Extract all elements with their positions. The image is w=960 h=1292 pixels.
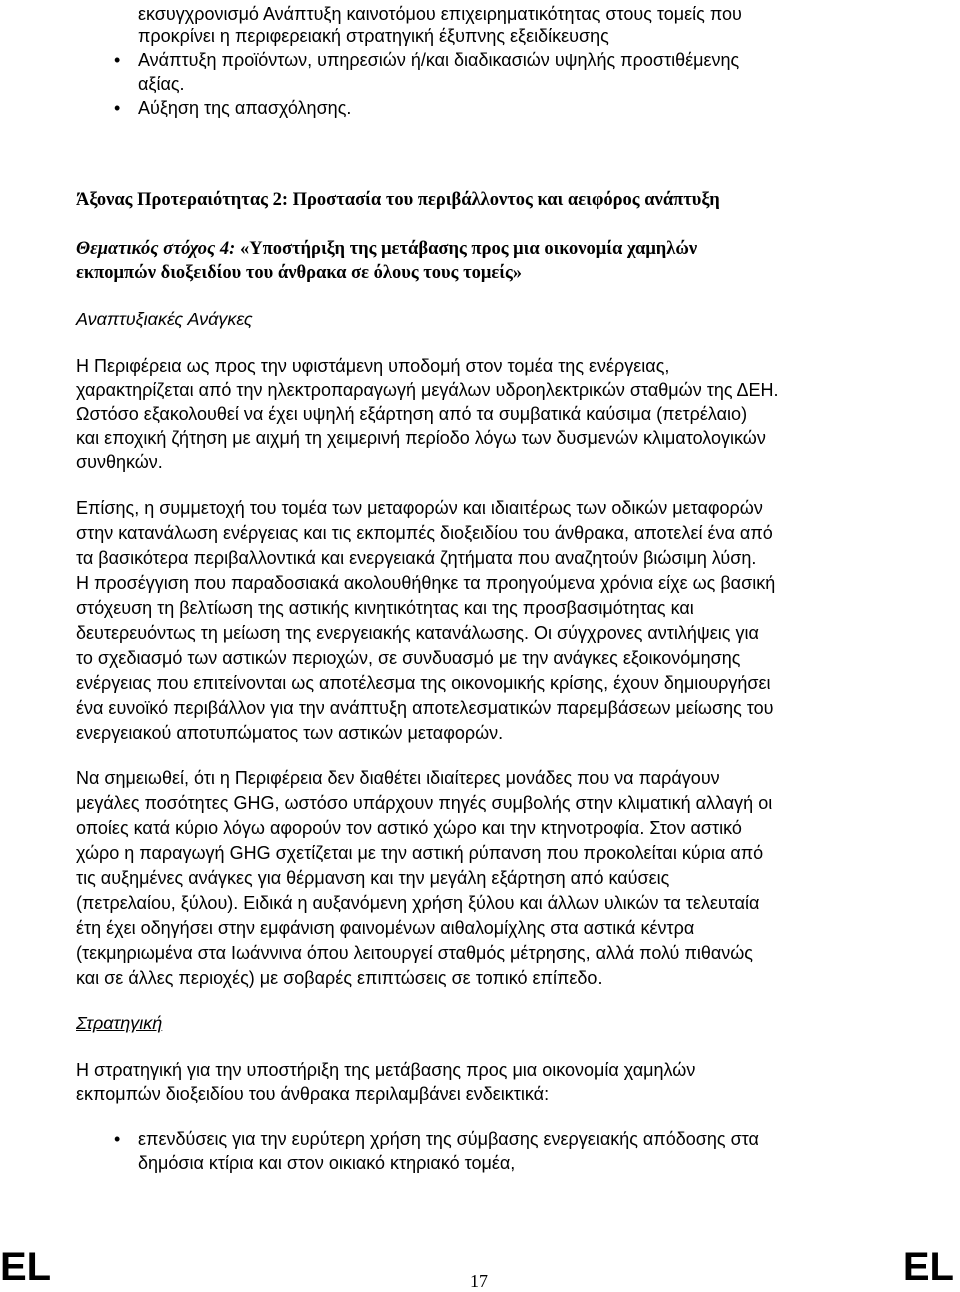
strategy-heading: Στρατηγική (76, 1013, 163, 1033)
paragraph-line: ενέργειας που επιτείνονται ως αποτέλεσμα της οικονομικής κρίσης, έχουν δημιουργήσει (76, 673, 771, 693)
paragraph-line: τις αυξημένες ανάγκες για θέρμανση και την μεγάλη εξάρτηση από καύσεις (76, 868, 670, 888)
continuation-line-1: εκσυγχρονισμό Ανάπτυξη καινοτόμου επιχειρηματικότητας στους τομείς που (138, 4, 742, 24)
paragraph-line: (τεκμηριωμένα στα Ιωάννινα όπου λειτουργεί σταθμός μέτρησης, αλλά πολύ πιθανώς (76, 943, 753, 963)
page-number: 17 (470, 1271, 488, 1291)
paragraph-line: στην κατανάλωση ενέργειας και τις εκπομπές διοξειδίου του άνθρακα, αποτελεί ένα από (76, 523, 773, 543)
paragraph-line: και σε άλλες περιοχές) με σοβαρές επιπτώσεις σε τοπικό επίπεδο. (76, 968, 603, 988)
objective-line-1 (76, 237, 697, 261)
bullet-line: δημόσια κτίρια και στον οικιακό κτηριακό τομέα, (138, 1153, 516, 1173)
paragraph-line: τα βασικότερα περιβαλλοντικά και ενεργειακά ζητήματα που αναζητούν βιώσιμη λύση. (76, 548, 757, 568)
paragraph-line: χαρακτηρίζεται από την ηλεκτροπαραγωγή μεγάλων υδροηλεκτρικών σταθμών της ΔΕΗ. (76, 380, 779, 400)
objective-title: «Υποστήριξη της μετάβασης προς μια οικονομία χαμηλών (239, 239, 698, 259)
paragraph-line: Η Περιφέρεια ως προς την υφιστάμενη υποδομή στον τομέα της ενέργειας, (76, 356, 670, 376)
continuation-line-2: προκρίνει η περιφερειακή στρατηγική έξυπνης εξειδίκευσης (138, 26, 609, 46)
paragraph-line: Να σημειωθεί, ότι η Περιφέρεια δεν διαθέτει ιδιαίτερες μονάδες που να παράγουν (76, 768, 720, 788)
strategy-intro-line: εκπομπών διοξειδίου του άνθρακα περιλαμβάνει ενδεικτικά: (76, 1084, 550, 1104)
paragraph-line: χώρο η παραγωγή GHG σχετίζεται με την αστική ρύπανση που προκολείται κύρια από (76, 843, 764, 863)
paragraph-line: το σχεδιασμό των αστικών περιοχών, σε συνδυασμό με την ανάγκες εξοικονόμησης (76, 648, 741, 668)
bullet-marker: • (114, 98, 121, 118)
axis-heading: Άξονας Προτεραιότητας 2: Προστασία του περιβάλλοντος και αειφόρος ανάπτυξη (76, 190, 720, 210)
footer-language-right: EL (902, 1245, 954, 1289)
objective-label: Θεματικός στόχος 4: (76, 239, 240, 259)
paragraph-line: Η προσέγγιση που παραδοσιακά ακολουθήθηκε τα προηγούμενα χρόνια είχε ως βασική (76, 573, 776, 593)
paragraph-line: έτη έχει οδηγήσει στην εμφάνιση φαινομένων αιθαλομίχλης στα αστικά κέντρα (76, 918, 695, 938)
paragraph-line: δευτερευόντως τη μείωση της ενεργειακής κατανάλωσης. Οι σύγχρονες αντιλήψεις για (76, 623, 759, 643)
objective-line-2: εκπομπών διοξειδίου του άνθρακα σε όλους τους τομείς» (76, 263, 523, 283)
paragraph-line: Ωστόσο εξακολουθεί να έχει υψηλή εξάρτηση από τα συμβατικά καύσιμα (πετρέλαιο) (76, 404, 748, 424)
strategy-intro-line: Η στρατηγική για την υποστήριξη της μετάβασης προς μια οικονομία χαμηλών (76, 1060, 696, 1080)
bullet-line: αξίας. (138, 74, 185, 94)
paragraph-line: (πετρελαίου, ξύλου). Ειδικά η αυξανόμενη χρήση ξύλου και άλλων υλικών τα τελευταία (76, 893, 760, 913)
bullet-line: επενδύσεις για την ευρύτερη χρήση της σύμβασης ενεργειακής απόδοσης στα (138, 1129, 759, 1149)
paragraph-line: στόχευση τη βελτίωση της αστικής κινητικότητας και της προσβασιμότητας και (76, 598, 694, 618)
paragraph-line: ένα ευνοϊκό περιβάλλον για την ανάπτυξη αποτελεσματικών παρεμβάσεων μείωσης του (76, 698, 774, 718)
paragraph-line: μεγάλες ποσότητες GHG, ωστόσο υπάρχουν πηγές συμβολής στην κλιματική αλλαγή οι (76, 793, 773, 813)
bullet-line: Ανάπτυξη προϊόντων, υπηρεσιών ή/και διαδικασιών υψηλής προστιθέμενης (138, 50, 740, 70)
paragraph-line: οποίες κατά κύριο λόγω αφορούν τον αστικό χώρο και την κτηνοτροφία. Στον αστικό (76, 818, 742, 838)
paragraph-line: συνθηκών. (76, 452, 163, 472)
bullet-marker: • (114, 50, 121, 70)
needs-heading: Αναπτυξιακές Ανάγκες (76, 309, 253, 329)
bullet-marker: • (114, 1129, 121, 1149)
paragraph-line: και εποχική ζήτηση με αιχμή τη χειμερινή περίοδο λόγω των δυσμενών κλιματολογικών (76, 428, 766, 448)
paragraph-line: Επίσης, η συμμετοχή του τομέα των μεταφορών και ιδιαιτέρως των οδικών μεταφορών (76, 498, 763, 518)
paragraph-line: ενεργειακού αποτυπώματος των αστικών μεταφορών. (76, 723, 504, 743)
bullet-line: Αύξηση της απασχόλησης. (138, 98, 352, 118)
footer-language-left: EL (0, 1245, 52, 1289)
